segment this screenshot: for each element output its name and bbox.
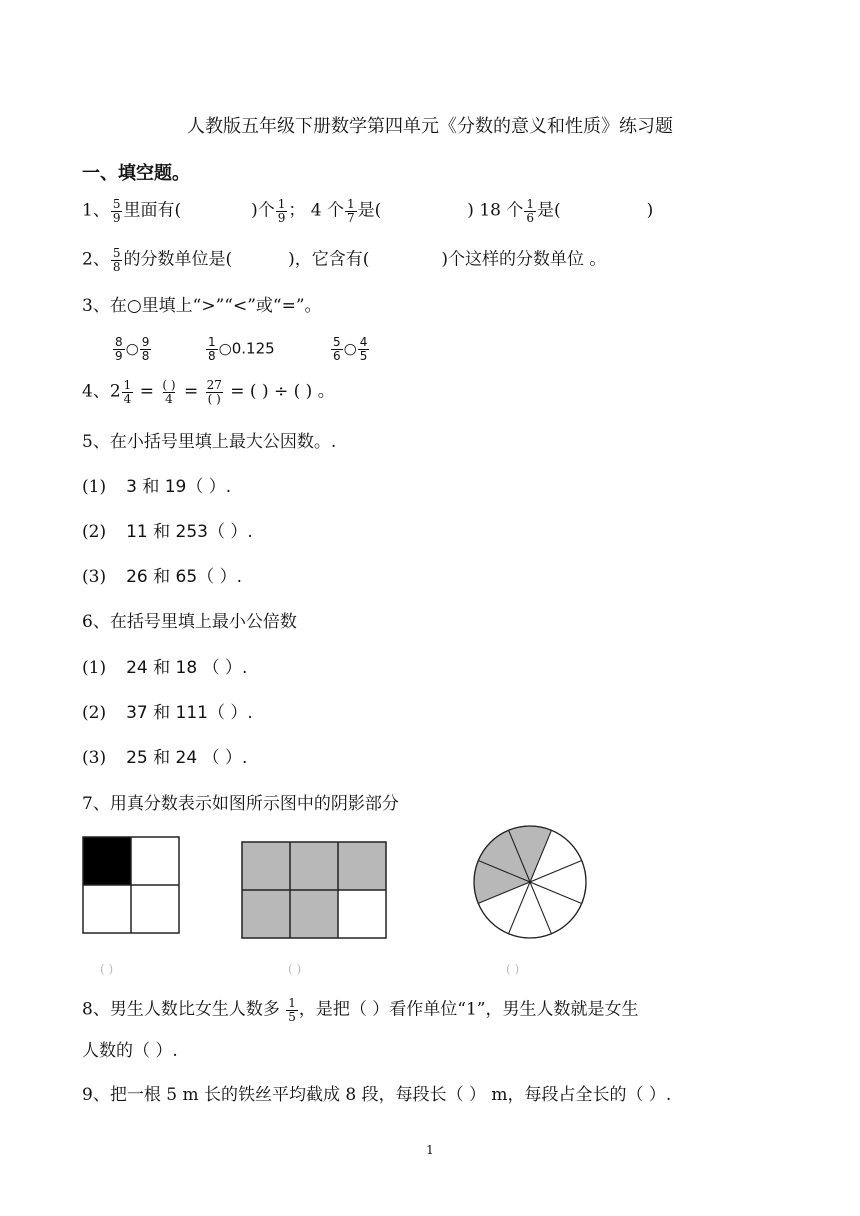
q2-prefix: 2、 (82, 249, 110, 270)
fraction: $\frac{1}{9}$ (277, 197, 286, 225)
question-9: 9、把一根 5 m 长的铁丝平均截成 8 段，每段长（ ） m，每段占全长的（ ）. (82, 1085, 672, 1105)
q1-text: 是( (537, 200, 561, 221)
fraction: $\frac{5}{9}$ (112, 197, 121, 225)
answer-blank: ( ) (506, 962, 520, 976)
fraction: $\frac{1}{8}$ (208, 335, 216, 363)
q5-item: (2) 11 和 253（ ）. (82, 522, 253, 542)
question-4: 4、2 $\frac{1}{4}$ = $\frac{( )}{4}$ = $\frac{27}{( )}$ = ( ) ÷ ( ) 。 (82, 378, 335, 406)
q4-prefix: 4、2 (82, 381, 121, 402)
q6-item: (2) 37 和 111（ ）. (82, 703, 253, 723)
q8-text: 8、男生人数比女生人数多 (82, 999, 280, 1020)
fraction: $\frac{( )}{4}$ (162, 378, 176, 406)
q3-compare-c: $\frac{5}{6}$ ○ $\frac{4}{5}$ (333, 335, 368, 363)
fraction: $\frac{5}{6}$ (333, 335, 341, 363)
q1-text: 是( (357, 200, 382, 221)
fraction: $\frac{27}{( )}$ (206, 378, 222, 406)
q4-tail: = ( ) ÷ ( ) 。 (230, 381, 335, 402)
fraction: $\frac{1}{5}$ (288, 996, 296, 1024)
page-title: 人教版五年级下册数学第四单元《分数的意义和性质》练习题 (187, 116, 673, 137)
question-6: 6、在括号里填上最小公倍数 (82, 612, 297, 632)
q2-text: )个这样的分数单位 。 (441, 249, 607, 270)
q1-text: 里面有( (123, 200, 182, 221)
question-5: 5、在小括号里填上最大公因数。. (82, 432, 337, 452)
question-7: 7、用真分数表示如图所示图中的阴影部分 (82, 794, 399, 814)
q1-text: ) (646, 200, 654, 221)
section-heading: 一、填空题。 (82, 163, 190, 184)
q2-text: )，它含有( (288, 249, 370, 270)
fraction: $\frac{1}{4}$ (123, 378, 132, 406)
q3-compare-b: $\frac{1}{8}$ ○0.125 (208, 335, 275, 363)
page-number: 1 (426, 1143, 434, 1157)
q1-text: )个 (251, 200, 275, 221)
question-8 (82, 997, 638, 1023)
fraction: $\frac{1}{7}$ (347, 197, 355, 225)
fraction: $\frac{1}{6}$ (526, 197, 535, 225)
answer-blank: ( ) (100, 962, 114, 976)
fraction: $\frac{4}{5}$ (359, 335, 368, 363)
q6-item: (1) 24 和 18 （ ）. (82, 658, 248, 678)
q8-text: ，是把（ ）看作单位“1”，男生人数就是女生 (298, 999, 639, 1020)
answer-blank: ( ) (288, 962, 302, 976)
unshaded-cell (338, 890, 386, 938)
q1-text: ； 4 个 (288, 200, 345, 221)
q5-item: (1) 3 和 19（ ）. (82, 477, 232, 497)
rectangle-grid-figure (241, 841, 387, 939)
shaded-cell (83, 837, 131, 885)
question-3: 3、在○里填上“>”“<”或“=”。 (82, 296, 322, 316)
question-8-continued: 人数的（ ）. (82, 1041, 178, 1061)
q2-text: 的分数单位是( (123, 249, 233, 270)
fraction: $\frac{9}{8}$ (141, 335, 150, 363)
decimal-value: 0.125 (231, 339, 275, 358)
q1-text: ) 18 个 (467, 200, 524, 221)
q5-item: (3) 26 和 65（ ）. (82, 567, 242, 587)
q1-prefix: 1、 (82, 200, 110, 221)
fraction: $\frac{8}{9}$ (115, 335, 123, 363)
fraction: $\frac{5}{8}$ (112, 246, 121, 274)
q3-compare-a: $\frac{8}{9}$ ○ $\frac{9}{8}$ (115, 335, 150, 363)
q6-item: (3) 25 和 24 （ ）. (82, 748, 248, 768)
question-1 (82, 198, 653, 224)
square-grid-figure (82, 836, 180, 934)
circle-sectors-figure (472, 824, 588, 940)
question-2 (82, 247, 606, 273)
